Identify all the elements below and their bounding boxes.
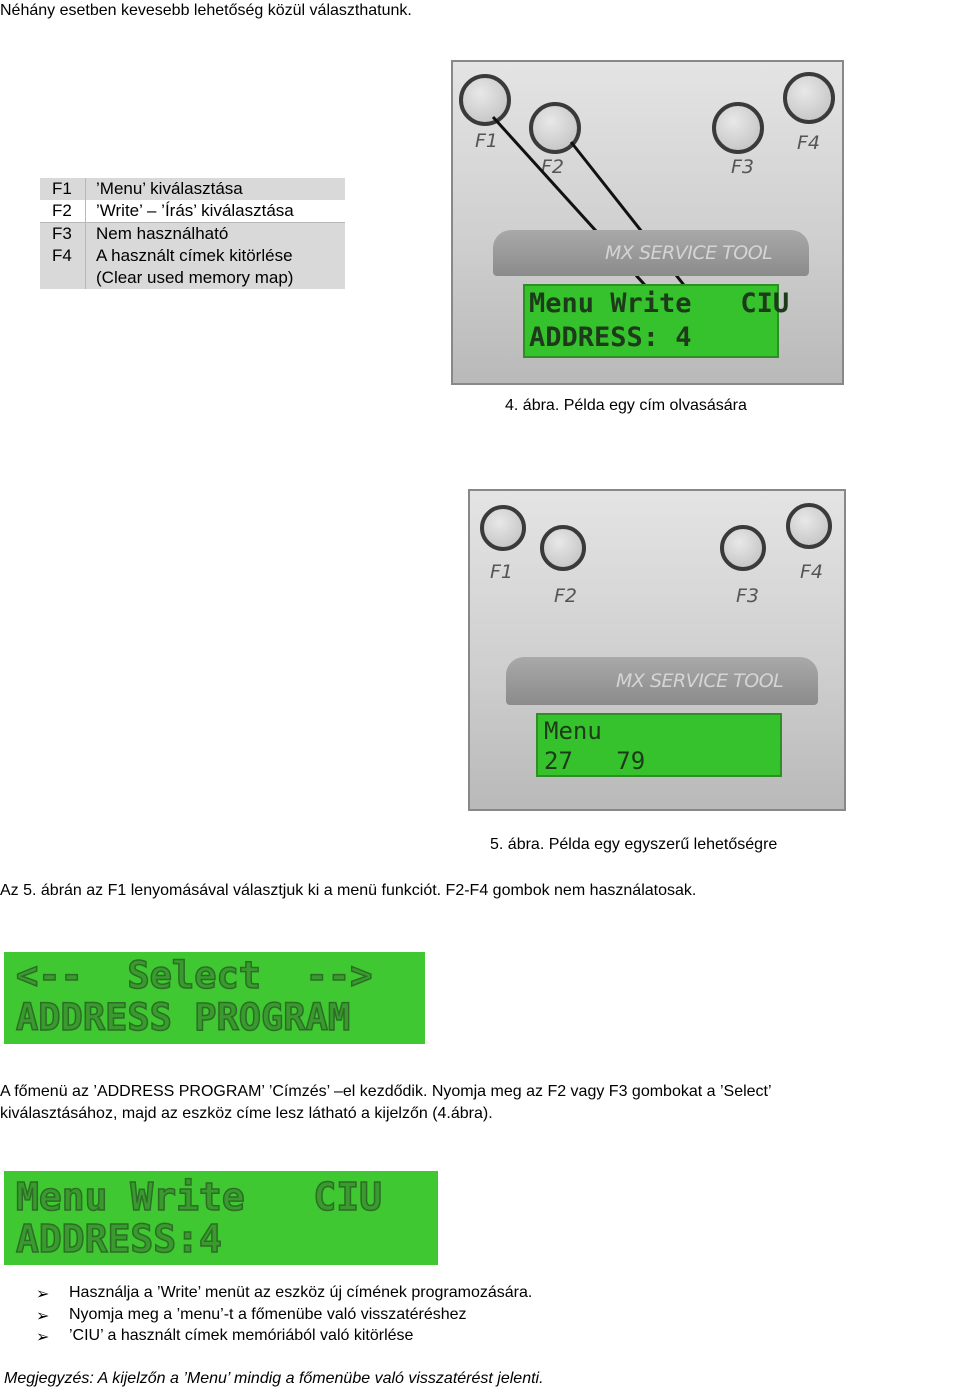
f4-label: F4 xyxy=(800,561,824,583)
figure5-device-photo xyxy=(468,489,846,811)
write-lcd-display xyxy=(4,1171,438,1265)
table-row xyxy=(40,200,345,223)
f3-label: F3 xyxy=(736,585,760,607)
bullet-text: Nyomja meg a ’menu’-t a főmenübe való visszatéréshez xyxy=(69,1306,467,1323)
brand-label: MX SERVICE TOOL xyxy=(605,242,773,264)
f3-label: F3 xyxy=(731,156,755,178)
fkey-cell xyxy=(40,267,86,289)
lcd-line1: Menu Write CIU xyxy=(529,288,790,319)
fkey-desc: Nem használható xyxy=(86,223,346,246)
figure4-lcd xyxy=(523,284,790,358)
lcd-line1: Menu Write CIU xyxy=(16,1175,383,1219)
f4-label: F4 xyxy=(797,132,821,154)
f2-label: F2 xyxy=(541,156,565,178)
paragraph-1: Az 5. ábrán az F1 lenyomásával választjuk ki a menü funkciót. F2-F4 gombok nem használatosak. xyxy=(0,882,697,899)
lcd-line2: ADDRESS PROGRAM xyxy=(16,996,351,1039)
table-row xyxy=(40,223,345,246)
arrow-bullet-icon: ➢ xyxy=(36,1308,50,1325)
lcd-line2: 27 79 xyxy=(544,747,646,775)
fkey-table xyxy=(40,178,345,289)
fkey-cell: F1 xyxy=(40,178,86,200)
figure5-caption: 5. ábra. Példa egy egyszerű lehetőségre xyxy=(490,836,778,853)
fkey-desc: (Clear used memory map) xyxy=(86,267,346,289)
brand-label: MX SERVICE TOOL xyxy=(616,670,784,692)
table-row xyxy=(40,178,345,200)
fkey-cell: F4 xyxy=(40,245,86,267)
table-row xyxy=(40,267,345,289)
fkey-cell: F3 xyxy=(40,223,86,246)
table-row xyxy=(40,245,345,267)
bullet-text: Használja a ’Write’ menüt az eszköz új címének programozására. xyxy=(69,1284,533,1301)
lcd-line2: ADDRESS:4 xyxy=(16,1217,222,1261)
device-nameplate xyxy=(506,657,818,705)
fkey-cell: F2 xyxy=(40,200,86,223)
lcd-line1: <-- Select --> xyxy=(16,954,373,997)
paragraph-2-line2: kiválasztásához, majd az eszköz címe lesz látható a kijelzőn (4.ábra). xyxy=(0,1105,493,1122)
select-lcd-display xyxy=(4,952,425,1044)
lcd-line1: Menu xyxy=(544,717,602,745)
fkey-desc: ’Menu’ kiválasztása xyxy=(86,178,346,200)
fkey-desc: ’Write’ – ’Írás’ kiválasztása xyxy=(86,200,346,223)
f3-button-icon xyxy=(720,525,766,571)
note-text: Megjegyzés: A kijelzőn a ’Menu’ mindig a főmenübe való visszatérést jelenti. xyxy=(4,1370,544,1387)
f2-button-icon xyxy=(540,525,586,571)
f4-button-icon xyxy=(786,503,832,549)
f2-label: F2 xyxy=(554,585,578,607)
intro-text: Néhány esetben kevesebb lehetőség közül választhatunk. xyxy=(0,2,412,19)
figure4-device-photo xyxy=(451,60,844,385)
figure5-lcd xyxy=(536,713,782,777)
figure4-caption: 4. ábra. Példa egy cím olvasására xyxy=(505,397,747,414)
arrow-bullet-icon: ➢ xyxy=(36,1329,50,1346)
arrow-bullet-icon: ➢ xyxy=(36,1286,50,1303)
f1-button-icon xyxy=(480,505,526,551)
f1-label: F1 xyxy=(475,130,499,152)
bullet-text: ’CIU’ a használt címek memóriából való kitörlése xyxy=(69,1327,414,1344)
lcd-line2: ADDRESS: 4 xyxy=(529,322,692,353)
fkey-desc: A használt címek kitörlése xyxy=(86,245,346,267)
device-nameplate xyxy=(493,230,809,276)
f1-label: F1 xyxy=(490,561,514,583)
paragraph-2-line1: A főmenü az ’ADDRESS PROGRAM’ ’Címzés’ –el kezdődik. Nyomja meg az F2 vagy F3 gombokat a ’Select’ xyxy=(0,1083,772,1100)
